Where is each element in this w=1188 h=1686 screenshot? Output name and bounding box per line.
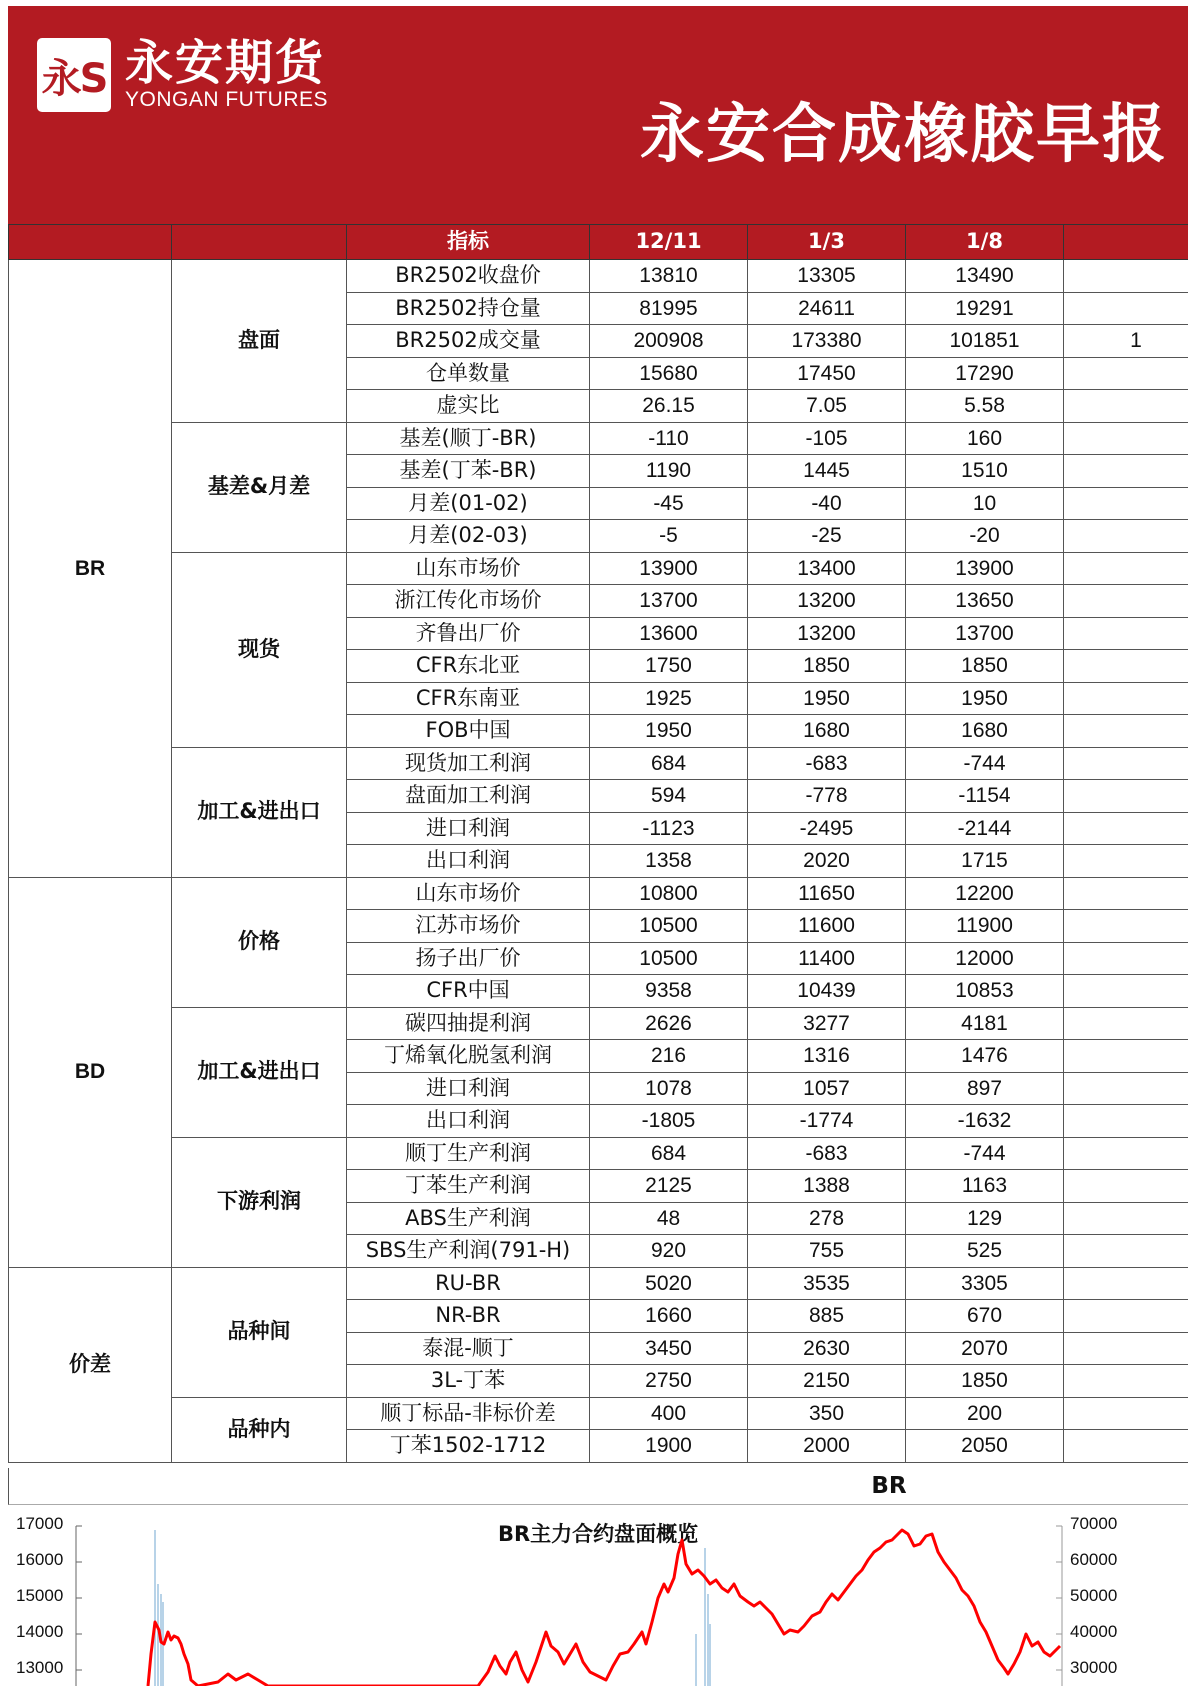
col-header-date-2: 1/3 — [748, 225, 906, 260]
indicator-label: BR2502成交量 — [347, 325, 590, 358]
indicator-label: 丁苯生产利润 — [347, 1170, 590, 1203]
company-logo — [37, 38, 328, 112]
table-row — [9, 1007, 1188, 1040]
value-cell: 3277 — [748, 1007, 906, 1040]
indicator-label: 月差(02-03) — [347, 520, 590, 553]
table-header-row — [9, 225, 1188, 260]
indicator-label: 出口利润 — [347, 1105, 590, 1138]
value-cell: 26.15 — [590, 390, 748, 423]
indicator-label: 出口利润 — [347, 845, 590, 878]
table-row — [9, 1397, 1188, 1430]
value-cell — [1064, 1332, 1188, 1365]
indicator-label: 山东市场价 — [347, 877, 590, 910]
indicator-label: 盘面加工利润 — [347, 780, 590, 813]
table-row — [9, 877, 1188, 910]
value-cell: 2000 — [748, 1430, 906, 1463]
value-cell — [1064, 1300, 1188, 1333]
value-cell: 1850 — [906, 650, 1064, 683]
subgroup-label: 品种内 — [172, 1397, 347, 1462]
value-cell: 1850 — [748, 650, 906, 683]
indicator-label: 基差(顺丁-BR) — [347, 422, 590, 455]
subgroup-label: 现货 — [172, 552, 347, 747]
value-cell: 13200 — [748, 585, 906, 618]
value-cell: 12000 — [906, 942, 1064, 975]
value-cell — [1064, 812, 1188, 845]
value-cell: 2150 — [748, 1365, 906, 1398]
value-cell: 17450 — [748, 357, 906, 390]
value-cell: 1057 — [748, 1072, 906, 1105]
value-cell — [1064, 1235, 1188, 1268]
y2-tick: 60000 — [1070, 1550, 1117, 1570]
value-cell: 920 — [590, 1235, 748, 1268]
value-cell: 17290 — [906, 357, 1064, 390]
value-cell: 1680 — [906, 715, 1064, 748]
value-cell: 13400 — [748, 552, 906, 585]
value-cell: 1950 — [906, 682, 1064, 715]
value-cell: 1476 — [906, 1040, 1064, 1073]
value-cell: 1950 — [748, 682, 906, 715]
value-cell — [1064, 260, 1188, 293]
value-cell: 10439 — [748, 975, 906, 1008]
value-cell — [1064, 487, 1188, 520]
value-cell: -1632 — [906, 1105, 1064, 1138]
value-cell — [1064, 357, 1188, 390]
indicator-label: SBS生产利润(791-H) — [347, 1235, 590, 1268]
value-cell: 1900 — [590, 1430, 748, 1463]
value-cell: 11400 — [748, 942, 906, 975]
value-cell: 9358 — [590, 975, 748, 1008]
value-cell: 173380 — [748, 325, 906, 358]
value-cell — [1064, 845, 1188, 878]
indicator-label: 顺丁标品-非标价差 — [347, 1397, 590, 1430]
value-cell — [1064, 520, 1188, 553]
value-cell: 1190 — [590, 455, 748, 488]
value-cell — [1064, 1397, 1188, 1430]
table-row — [9, 1267, 1188, 1300]
value-cell: 5020 — [590, 1267, 748, 1300]
value-cell: -40 — [748, 487, 906, 520]
value-cell: 11600 — [748, 910, 906, 943]
col-header-group — [9, 225, 172, 260]
value-cell: 525 — [906, 1235, 1064, 1268]
value-cell: 1660 — [590, 1300, 748, 1333]
logo-chinese-name: 永安期货 — [125, 38, 328, 88]
value-cell: 670 — [906, 1300, 1064, 1333]
value-cell — [1064, 1170, 1188, 1203]
value-cell — [1064, 1105, 1188, 1138]
y-tick: 13000 — [16, 1658, 63, 1678]
col-header-indicator: 指标 — [347, 225, 590, 260]
value-cell: -110 — [590, 422, 748, 455]
indicator-label: 进口利润 — [347, 1072, 590, 1105]
indicator-label: 现货加工利润 — [347, 747, 590, 780]
value-cell — [1064, 942, 1188, 975]
table-row — [9, 260, 1188, 293]
indicator-label: 齐鲁出厂价 — [347, 617, 590, 650]
col-header-date-4 — [1064, 225, 1188, 260]
subgroup-label: 加工&进出口 — [172, 1007, 347, 1137]
indicator-label: 进口利润 — [347, 812, 590, 845]
value-cell — [1064, 617, 1188, 650]
value-cell: 10800 — [590, 877, 748, 910]
section-title-br — [8, 1468, 1188, 1505]
value-cell: 2125 — [590, 1170, 748, 1203]
col-header-date-3: 1/8 — [906, 225, 1064, 260]
value-cell: 1 — [1064, 325, 1188, 358]
indicator-label: 虚实比 — [347, 390, 590, 423]
group-label: 价差 — [9, 1267, 172, 1462]
value-cell: -2144 — [906, 812, 1064, 845]
value-cell — [1064, 650, 1188, 683]
logo-mark-icon: 永S — [37, 38, 111, 112]
value-cell — [1064, 975, 1188, 1008]
value-cell: 1358 — [590, 845, 748, 878]
subgroup-label: 基差&月差 — [172, 422, 347, 552]
value-cell: 3535 — [748, 1267, 906, 1300]
y-tick: 16000 — [16, 1550, 63, 1570]
value-cell — [1064, 1072, 1188, 1105]
value-cell: 350 — [748, 1397, 906, 1430]
value-cell: 129 — [906, 1202, 1064, 1235]
data-table — [8, 224, 1188, 1463]
value-cell: 5.58 — [906, 390, 1064, 423]
indicator-label: 丁烯氧化脱氢利润 — [347, 1040, 590, 1073]
value-cell — [1064, 1007, 1188, 1040]
value-cell: 278 — [748, 1202, 906, 1235]
br-main-contract-chart — [8, 1504, 1188, 1686]
value-cell: 13700 — [906, 617, 1064, 650]
value-cell: -683 — [748, 1137, 906, 1170]
indicator-label: CFR中国 — [347, 975, 590, 1008]
value-cell — [1064, 1137, 1188, 1170]
value-cell: 13810 — [590, 260, 748, 293]
report-page — [8, 6, 1188, 224]
value-cell: 1850 — [906, 1365, 1064, 1398]
value-cell: 11900 — [906, 910, 1064, 943]
value-cell: 1950 — [590, 715, 748, 748]
indicator-label: RU-BR — [347, 1267, 590, 1300]
value-cell — [1064, 1040, 1188, 1073]
indicator-label: 基差(丁苯-BR) — [347, 455, 590, 488]
value-cell: 13305 — [748, 260, 906, 293]
value-cell: 12200 — [906, 877, 1064, 910]
chart-title: BR主力合约盘面概览 — [498, 1518, 698, 1548]
value-cell: 24611 — [748, 292, 906, 325]
value-cell: 400 — [590, 1397, 748, 1430]
value-cell: -105 — [748, 422, 906, 455]
chart-plot — [8, 1504, 1188, 1686]
value-cell: 13650 — [906, 585, 1064, 618]
col-header-date-1: 12/11 — [590, 225, 748, 260]
value-cell: 1445 — [748, 455, 906, 488]
indicator-label: BR2502收盘价 — [347, 260, 590, 293]
y2-tick: 50000 — [1070, 1586, 1117, 1606]
value-cell — [1064, 682, 1188, 715]
value-cell: 15680 — [590, 357, 748, 390]
indicator-label: 扬子出厂价 — [347, 942, 590, 975]
value-cell: 13600 — [590, 617, 748, 650]
value-cell: 19291 — [906, 292, 1064, 325]
value-cell: 1163 — [906, 1170, 1064, 1203]
value-cell: 13200 — [748, 617, 906, 650]
indicator-label: ABS生产利润 — [347, 1202, 590, 1235]
value-cell: 684 — [590, 1137, 748, 1170]
value-cell: 4181 — [906, 1007, 1064, 1040]
value-cell — [1064, 877, 1188, 910]
value-cell: -1123 — [590, 812, 748, 845]
value-cell — [1064, 292, 1188, 325]
value-cell: 2626 — [590, 1007, 748, 1040]
value-cell: -1154 — [906, 780, 1064, 813]
value-cell: 11650 — [748, 877, 906, 910]
value-cell: 13900 — [590, 552, 748, 585]
value-cell: 3305 — [906, 1267, 1064, 1300]
value-cell: 684 — [590, 747, 748, 780]
value-cell — [1064, 1267, 1188, 1300]
value-cell: 2070 — [906, 1332, 1064, 1365]
y2-tick: 70000 — [1070, 1514, 1117, 1534]
logo-english-name: YONGAN FUTURES — [125, 88, 328, 112]
indicator-label: 丁苯1502-1712 — [347, 1430, 590, 1463]
value-cell: 885 — [748, 1300, 906, 1333]
value-cell: 1680 — [748, 715, 906, 748]
value-cell: 10500 — [590, 942, 748, 975]
value-cell: -45 — [590, 487, 748, 520]
value-cell — [1064, 1430, 1188, 1463]
value-cell: 10 — [906, 487, 1064, 520]
indicator-label: CFR东北亚 — [347, 650, 590, 683]
value-cell — [1064, 780, 1188, 813]
value-cell: 160 — [906, 422, 1064, 455]
value-cell: -683 — [748, 747, 906, 780]
indicator-label: 碳四抽提利润 — [347, 1007, 590, 1040]
subgroup-label: 价格 — [172, 877, 347, 1007]
value-cell: 48 — [590, 1202, 748, 1235]
value-cell — [1064, 390, 1188, 423]
value-cell: 1510 — [906, 455, 1064, 488]
indicator-label: 3L-丁苯 — [347, 1365, 590, 1398]
value-cell — [1064, 422, 1188, 455]
value-cell: 1078 — [590, 1072, 748, 1105]
value-cell: 2630 — [748, 1332, 906, 1365]
value-cell: -1774 — [748, 1105, 906, 1138]
value-cell: 200908 — [590, 325, 748, 358]
y-tick: 15000 — [16, 1586, 63, 1606]
value-cell — [1064, 910, 1188, 943]
value-cell: 1715 — [906, 845, 1064, 878]
group-label: BD — [9, 877, 172, 1267]
table-row — [9, 552, 1188, 585]
value-cell — [1064, 715, 1188, 748]
value-cell: 13900 — [906, 552, 1064, 585]
value-cell: 897 — [906, 1072, 1064, 1105]
value-cell: 7.05 — [748, 390, 906, 423]
y2-tick: 30000 — [1070, 1658, 1117, 1678]
indicator-label: 泰混-顺丁 — [347, 1332, 590, 1365]
value-cell: 2050 — [906, 1430, 1064, 1463]
subgroup-label: 品种间 — [172, 1267, 347, 1397]
indicator-label: FOB中国 — [347, 715, 590, 748]
table-row — [9, 747, 1188, 780]
subgroup-label: 加工&进出口 — [172, 747, 347, 877]
value-cell: 1750 — [590, 650, 748, 683]
value-cell — [1064, 1202, 1188, 1235]
indicator-label: 山东市场价 — [347, 552, 590, 585]
value-cell: 594 — [590, 780, 748, 813]
col-header-subgroup — [172, 225, 347, 260]
group-label: BR — [9, 260, 172, 878]
value-cell — [1064, 747, 1188, 780]
indicator-label: NR-BR — [347, 1300, 590, 1333]
value-cell — [1064, 552, 1188, 585]
report-title: 永安合成橡胶早报 — [640, 98, 1168, 172]
indicator-label: CFR东南亚 — [347, 682, 590, 715]
value-cell — [1064, 1365, 1188, 1398]
value-cell — [1064, 455, 1188, 488]
value-cell: -744 — [906, 1137, 1064, 1170]
value-cell: 10500 — [590, 910, 748, 943]
price-line — [148, 1530, 1060, 1686]
subgroup-label: 下游利润 — [172, 1137, 347, 1267]
indicator-label: 江苏市场价 — [347, 910, 590, 943]
table-row — [9, 422, 1188, 455]
indicator-label: 仓单数量 — [347, 357, 590, 390]
value-cell: 2020 — [748, 845, 906, 878]
indicator-label: BR2502持仓量 — [347, 292, 590, 325]
subgroup-label: 盘面 — [172, 260, 347, 423]
value-cell: 1388 — [748, 1170, 906, 1203]
value-cell: 10853 — [906, 975, 1064, 1008]
value-cell: -5 — [590, 520, 748, 553]
value-cell: 216 — [590, 1040, 748, 1073]
indicator-label: 浙江传化市场价 — [347, 585, 590, 618]
value-cell: 755 — [748, 1235, 906, 1268]
table-row — [9, 1137, 1188, 1170]
value-cell: 101851 — [906, 325, 1064, 358]
y2-tick: 40000 — [1070, 1622, 1117, 1642]
value-cell — [1064, 585, 1188, 618]
value-cell: 13490 — [906, 260, 1064, 293]
report-header — [8, 6, 1188, 224]
value-cell: -25 — [748, 520, 906, 553]
value-cell: 81995 — [590, 292, 748, 325]
value-cell: 2750 — [590, 1365, 748, 1398]
value-cell: -744 — [906, 747, 1064, 780]
value-cell: 1925 — [590, 682, 748, 715]
value-cell: -778 — [748, 780, 906, 813]
value-cell: 13700 — [590, 585, 748, 618]
indicator-label: 月差(01-02) — [347, 487, 590, 520]
indicator-label: 顺丁生产利润 — [347, 1137, 590, 1170]
value-cell: 200 — [906, 1397, 1064, 1430]
value-cell: 1316 — [748, 1040, 906, 1073]
value-cell: -2495 — [748, 812, 906, 845]
volume-bars — [155, 1530, 710, 1686]
y-tick: 14000 — [16, 1622, 63, 1642]
y-tick: 17000 — [16, 1514, 63, 1534]
value-cell: -20 — [906, 520, 1064, 553]
section-title-text: BR — [871, 1468, 906, 1504]
value-cell: 3450 — [590, 1332, 748, 1365]
value-cell: -1805 — [590, 1105, 748, 1138]
